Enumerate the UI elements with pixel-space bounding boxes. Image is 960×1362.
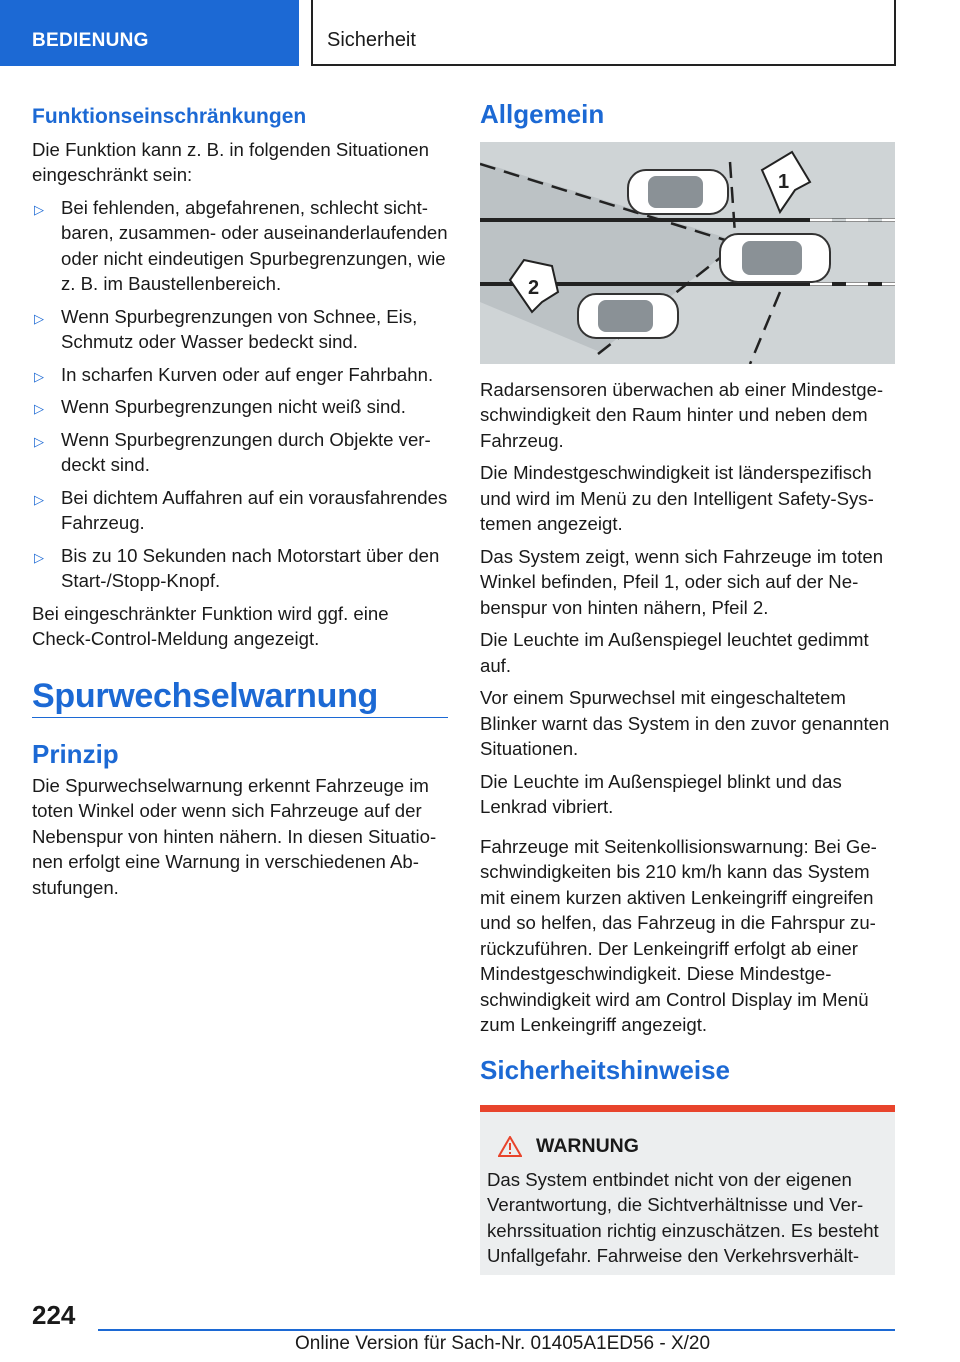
section-tab[interactable]: BEDIENUNG [0,0,299,66]
principle-text: Die Spurwechselwarnung erkennt Fahrzeuge im toten Winkel oder wenn sich Fahrzeuge auf der Nebenspur von hinten nähern. In diesen Situationen erfolgt eine Warnung in verschiedenen Abstufungen. [32,774,437,898]
limits-list [32,195,448,594]
lane-diagram [480,142,895,364]
footer-divider [98,1329,895,1331]
online-version-text: Online Version für Sach-Nr. 01405A1ED56 - X/20 [295,1333,711,1354]
general-heading: Allgemein [480,99,605,129]
page-header [0,0,960,66]
car-ego [720,234,830,282]
paragraph: Die Leuchte im Außenspiegel leuchtet gedimmt auf. [480,629,869,676]
triangle-bullet-icon: ▷ [34,368,44,384]
car-top [628,170,728,214]
principle-heading: Prinzip [32,739,119,769]
car-rear [578,294,678,338]
list-item: ▷ Bei fehlenden, abgefahrenen, schlecht sichtbaren, zusammen- oder auseinanderlaufenden oder nicht eindeutigen Spurbegrenzungen, wie z. B. im Baustellenbereich. [34,196,448,294]
warning-text: Das System entbindet nicht von der eigenen Verantwortung, die Sichtverhältnisse und Verkehrssituation richtig einzuschätzen. Es besteht Unfallgefahr. Fahrweise den Verkehrsverhält- [487,1168,879,1266]
warning-triangle-icon [498,1136,522,1157]
warning-title: WARNUNG [536,1135,639,1157]
paragraph: Die Mindestgeschwindigkeit ist länderspezifisch und wird im Menü zu den Intelligent Safety-Systemen angezeigt. [480,462,874,534]
list-item: ▷ Bis zu 10 Sekunden nach Motorstart über den Start-/Stopp-Knopf. [34,544,440,591]
list-item: ▷ Bei dichtem Auffahren auf ein vorausfahrendes Fahrzeug. [34,486,448,533]
triangle-bullet-icon: ▷ [34,310,44,326]
warning-header [487,1134,887,1160]
section-title: Spurwechselwarnung [32,684,448,719]
paragraph: Fahrzeuge mit Seitenkollisionswarnung: Bei Geschwindigkeiten bis 210 km/h kann das System mit einem kurzen aktiven Lenkeingriff eingreifen und so helfen, das Fahrzeug in die Fahrspur zurückzuführen. Der Lenkeingriff erfolgt ab einer Mindestgeschwindigkeit. Diese Mindestgeschwindigkeit wird am Control Display im Menü zum Lenkeingriff angezeigt. [480,835,877,1035]
triangle-bullet-icon: ▷ [34,401,44,416]
chapter-tab[interactable]: Sicherheit [311,0,896,66]
right-column [480,100,895,1275]
safety-heading: Sicherheitshinweise [480,1054,730,1085]
list-item: ▷ Wenn Spurbegrenzungen von Schnee, Eis, Schmutz oder Wasser bedeckt sind. [34,305,418,352]
paragraph: Radarsensoren überwachen ab einer Mindestgeschwindigkeit den Raum hinter und neben dem Fahrzeug. [480,378,884,451]
list-item: ▷ Wenn Spurbegrenzungen nicht weiß sind. [32,394,448,420]
paragraph: Vor einem Spurwechsel mit eingeschaltetem Blinker warnt das System in den zuvor genannten Situationen. [480,687,890,759]
lane-change-figure [480,142,895,364]
page-number: 224 [32,1300,76,1330]
paragraph: Das System zeigt, wenn sich Fahrzeuge im toten Winkel befinden, Pfeil 1, oder sich auf der Nebenspur von hinten nähern, Pfeil 2. [480,545,884,618]
limits-heading: Funktionseinschränkungen [32,105,307,128]
triangle-bullet-icon: ▷ [34,433,44,449]
limits-intro: Die Funktion kann z. B. in folgenden Situationen eingeschränkt sein: [32,138,429,185]
triangle-bullet-icon: ▷ [34,549,44,565]
limits-outro: Bei eingeschränkter Funktion wird ggf. eine Check-Control-Meldung angezeigt. [32,602,389,649]
list-item: ▷ In scharfen Kurven oder auf enger Fahrbahn. [32,362,448,388]
list-item: ▷ Wenn Spurbegrenzungen durch Objekte verdeckt sind. [34,428,431,475]
triangle-bullet-icon: ▷ [34,201,44,217]
svg-text:2: 2 [528,276,540,299]
left-column [32,100,448,907]
warning-box [480,1105,895,1275]
svg-text:1: 1 [778,170,790,193]
triangle-bullet-icon: ▷ [34,491,44,507]
paragraph: Die Leuchte im Außenspiegel blinkt und das Lenkrad vibriert. [480,770,842,817]
